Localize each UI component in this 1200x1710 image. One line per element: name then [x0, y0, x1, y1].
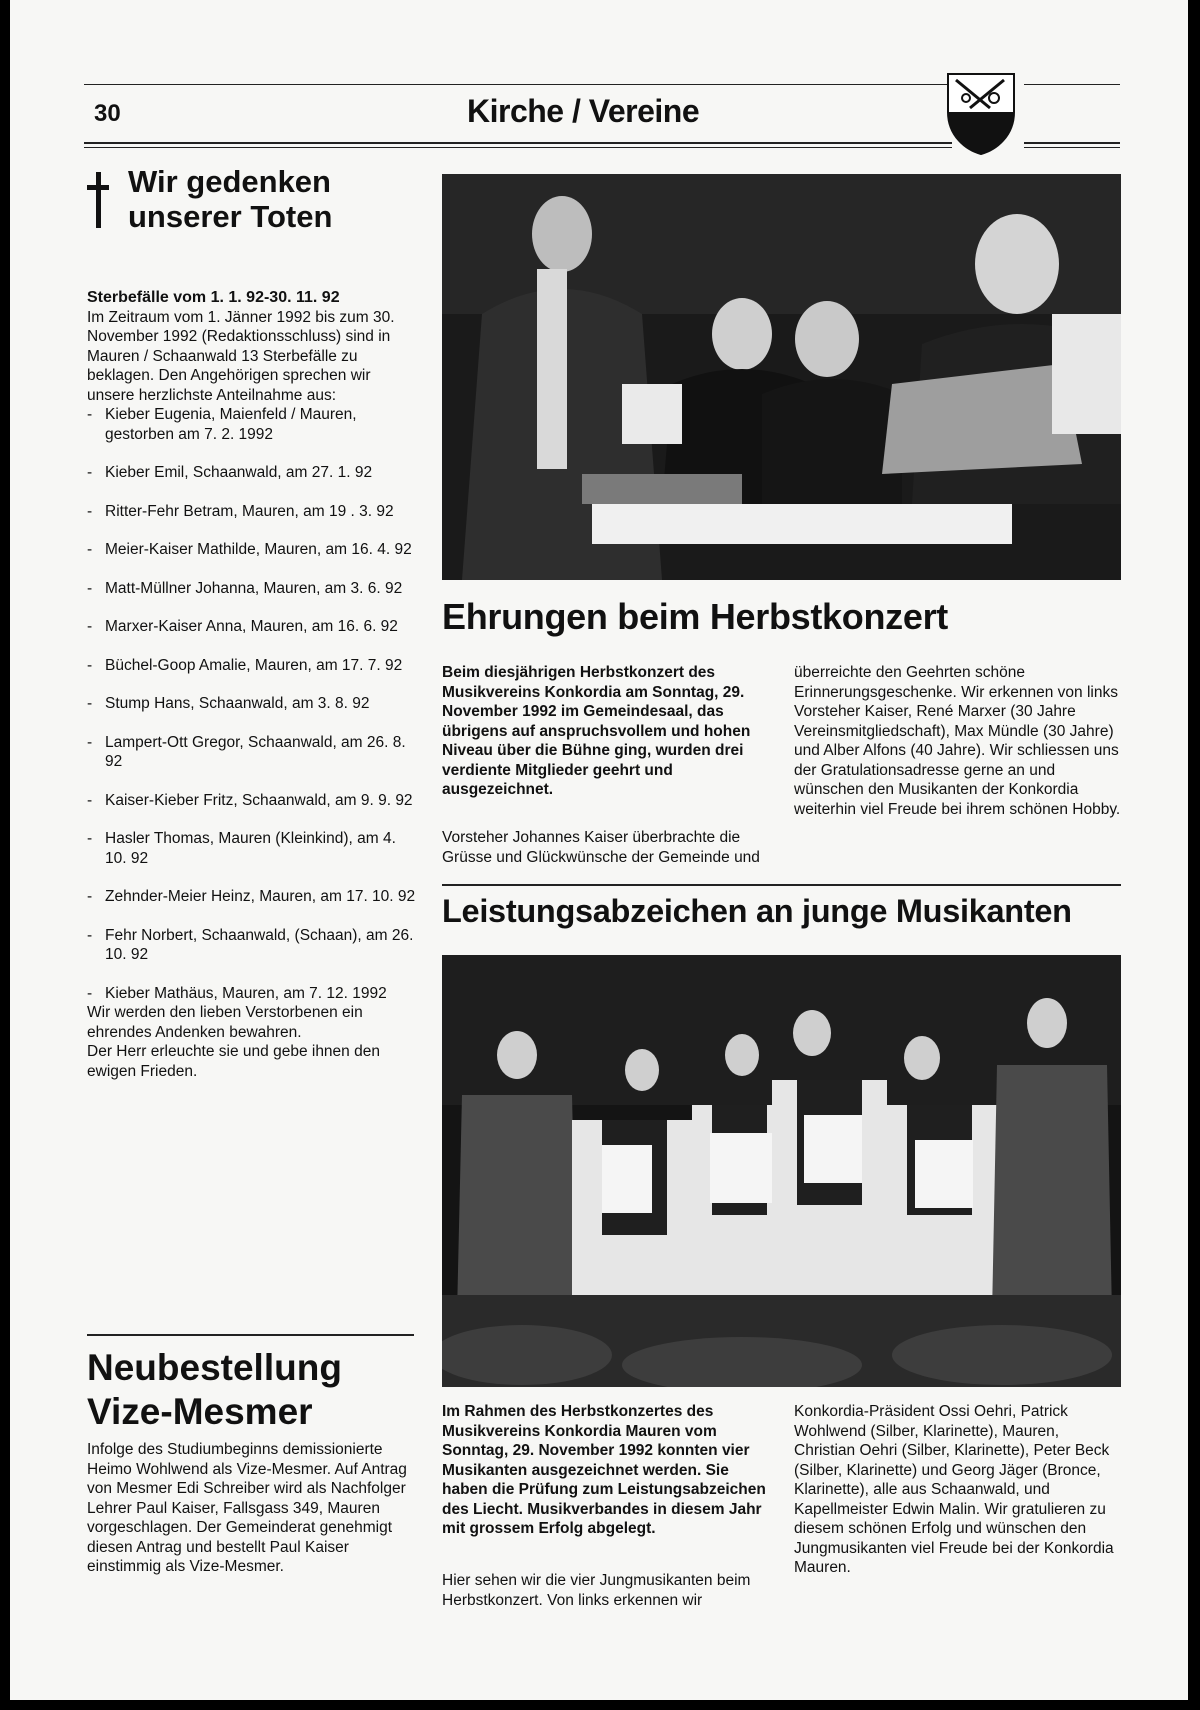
leistung-title: Leistungsabzeichen an junge Musikanten	[442, 893, 1072, 929]
herbst-body: Vorsteher Johannes Kaiser überbrachte die Grüsse und Glückwünsche der Gemeinde und	[442, 829, 760, 866]
magazine-page	[10, 0, 1188, 1700]
obituary-title	[128, 164, 332, 234]
header-rule-bottom-right	[1024, 142, 1120, 144]
leistung-body-right	[794, 1402, 1121, 1607]
death-entry: - Matt-Müllner Johanna, Mauren, am 3. 6. 92	[87, 579, 417, 599]
page-number: 30	[94, 100, 121, 127]
photo-musicians-image	[442, 955, 1121, 1387]
leistung-body: Hier sehen wir die vier Jungmusikanten beim Herbstkonzert. Von links erkennen wir	[442, 1572, 751, 1609]
obituary-text	[87, 288, 417, 1081]
obituary-outro-2: Der Herr erleuchte sie und gebe ihnen den ewigen Frieden.	[87, 1043, 380, 1080]
death-entry: - Meier-Kaiser Mathilde, Mauren, am 16. 4. 92	[87, 540, 417, 560]
section-title: Kirche / Vereine	[467, 93, 700, 129]
photo-musicians	[442, 955, 1121, 1387]
left-divider	[87, 1334, 414, 1336]
cross-icon	[87, 172, 109, 228]
death-entry: - Ritter-Fehr Betram, Mauren, am 19 . 3. 92	[87, 502, 417, 522]
obituary-intro: Im Zeitraum vom 1. Jänner 1992 bis zum 30. November 1992 (Redaktionsschluss) sind in Mauren / Schaanwald 13 Sterbefälle zu beklagen. Den Angehörigen sprechen wir unsere herzlichste Anteilnahme aus:	[87, 308, 395, 404]
death-entry: - Lampert-Ott Gregor, Schaanwald, am 26. 8. 92	[87, 733, 417, 772]
herbst-body-right	[794, 663, 1121, 868]
mesmer-body: Infolge des Studiumbeginns demissionierte Heimo Wohlwend als Vize-Mesmer. Auf Antrag von Mesmer Edi Schreiber wird als Nachfolger Lehrer Paul Kaiser, Fallsgass 349, Mauren vorgeschlagen. Der Gemeinderat genehmigt diesen Antrag und bestellt Paul Kaiser einstimmig als Vize-Mesmer.	[87, 1441, 407, 1575]
mesmer-title: Neubestellung Vize-Mesmer	[87, 1347, 342, 1432]
coat-of-arms-icon	[946, 72, 1016, 156]
death-entry: - Kaiser-Kieber Fritz, Schaanwald, am 9. 9. 92	[87, 791, 417, 811]
leistung-lead: Im Rahmen des Herbstkonzertes des Musikvereins Konkordia Mauren vom Sonntag, 29. November 1992 konnten vier Musikanten ausgezeichnet werden. Sie haben die Prüfung zum Leistungsabzeichen des Liecht. Musikverbandes in diesem Jahr mit grossem Erfolg abgelegt.	[442, 1403, 766, 1537]
mid-divider	[442, 884, 1121, 886]
death-entry: - Büchel-Goop Amalie, Mauren, am 17. 7. 92	[87, 656, 417, 676]
header-rule-bottom-right-2	[1024, 147, 1120, 148]
herbst-title: Ehrungen beim Herbstkonzert	[442, 596, 948, 637]
death-entry: - Stump Hans, Schaanwald, am 3. 8. 92	[87, 694, 417, 714]
leistung-body-continued: Konkordia-Präsident Ossi Oehri, Patrick Wohlwend (Silber, Klarinette), Mauren, Christian Oehri (Silber, Klarinette), Peter Beck (Silber, Klarinette) und Georg Jäger (Bronce, Klarinette), alle aus Schaanwald, und Kapellmeister Edwin Malin. Wir gratulieren zu diesem schönen Erfolg und wünschen den Jungmusikanten viel Freude bei der Konkordia Mauren.	[794, 1403, 1114, 1576]
obituary-title-line2: unserer Toten	[128, 199, 333, 234]
death-entry: - Marxer-Kaiser Anna, Mauren, am 16. 6. 92	[87, 617, 417, 637]
photo-ceremony-image	[442, 174, 1121, 580]
death-entry: - Hasler Thomas, Mauren (Kleinkind), am 4. 10. 92	[87, 829, 417, 868]
header-rule-top	[84, 84, 952, 85]
death-entry: - Kieber Emil, Schaanwald, am 27. 1. 92	[87, 463, 417, 483]
obituary-outro-1: Wir werden den lieben Verstorbenen ein ehrendes Andenken bewahren.	[87, 1004, 363, 1041]
herbst-col-left	[442, 663, 767, 819]
death-entry: - Fehr Norbert, Schaanwald, (Schaan), am 26. 10. 92	[87, 926, 417, 965]
obituary-title-line1: Wir gedenken	[128, 164, 331, 199]
death-entry: - Kieber Eugenia, Maienfeld / Mauren, gestorben am 7. 2. 1992	[87, 405, 417, 444]
photo-ceremony	[442, 174, 1121, 580]
header-rule-top-right	[1024, 84, 1120, 85]
leistung-col-left	[442, 1402, 770, 1539]
header-rule-bottom-2	[84, 147, 952, 148]
herbst-body-continued: überreichte den Geehrten schöne Erinnerungsgeschenke. Wir erkennen von links Vorsteher Kaiser, René Marxer (30 Jahre Vereinsmitgliedschaft), Max Mündle (30 Jahre) und Alber Alfons (40 Jahre). Wir schliessen uns der Gratulationsadresse gerne an und wünschen den Musikanten der Konkordia weiterhin viel Freude bei ihrem schönen Hobby.	[794, 664, 1121, 818]
herbst-lead: Beim diesjährigen Herbstkonzert des Musikvereins Konkordia am Sonntag, 29. November 1992 im Gemeindesaal, das übrigens auf anspruchsvollem und hohen Niveau über die Bühne ging, wurden drei verdiente Mitglieder geehrt und ausgezeichnet.	[442, 664, 751, 798]
death-entry: - Kieber Mathäus, Mauren, am 7. 12. 1992	[87, 984, 417, 1004]
header-rule-bottom	[84, 142, 952, 144]
obituary-heading: Sterbefälle vom 1. 1. 92-30. 11. 92	[87, 289, 340, 306]
death-entry: - Zehnder-Meier Heinz, Mauren, am 17. 10. 92	[87, 887, 417, 907]
death-list	[87, 405, 417, 1003]
